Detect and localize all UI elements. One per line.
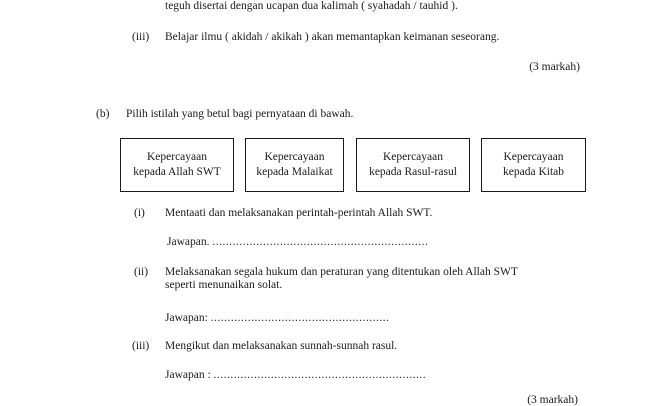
option-box-line1: Kepercayaan: [146, 151, 207, 163]
answer-dots: ................................................................: [212, 236, 429, 248]
option-box-malaikat: [245, 138, 344, 192]
option-box-line2: kepada Malaikat: [256, 166, 333, 178]
part-b-label: (b): [96, 108, 110, 120]
question-i-answer-line: [167, 236, 428, 248]
question-i-number: (i): [134, 207, 145, 219]
option-box-line2: kepada Rasul-rasul: [369, 166, 457, 178]
option-box-line1: Kepercayaan: [503, 151, 564, 163]
part-b-instruction: Pilih istilah yang betul bagi pernyataan di bawah.: [126, 108, 354, 120]
part-a-line-top: teguh disertai dengan ucapan dua kalimah ( syahadah / tauhid ).: [165, 0, 458, 12]
part-a-marks: (3 markah): [529, 61, 580, 73]
option-box-line1: Kepercayaan: [264, 151, 325, 163]
question-ii-text-line2: seperti menunaikan solat.: [165, 279, 283, 291]
answer-label: Jawapan.: [167, 236, 210, 248]
question-ii-number: (ii): [134, 266, 149, 278]
option-box-line2: kepada Allah SWT: [133, 166, 221, 178]
answer-label: Jawapan :: [165, 369, 211, 381]
part-a-item-iii-text: Belajar ilmu ( akidah / akikah ) akan memantapkan keimanan seseorang.: [165, 31, 500, 43]
part-b-marks: (3 markah): [527, 394, 578, 406]
option-box-line2: kepada Kitab: [503, 166, 564, 178]
answer-dots: .....................................................: [210, 312, 390, 324]
part-a-item-iii-number: (iii): [132, 31, 150, 43]
option-box-line1: Kepercayaan: [382, 151, 443, 163]
answer-label: Jawapan:: [165, 312, 208, 324]
option-box-kitab: [481, 138, 586, 192]
question-ii-answer-line: [165, 312, 390, 324]
question-iii-answer-line: [165, 369, 426, 381]
question-ii-text: Melaksanakan segala hukum dan peraturan yang ditentukan oleh Allah SWT: [165, 266, 518, 278]
option-box-rasul: [356, 138, 470, 192]
question-iii-number: (iii): [132, 340, 150, 352]
answer-dots: ...............................................................: [213, 369, 427, 381]
question-iii-text: Mengikut dan melaksanakan sunnah-sunnah rasul.: [165, 340, 398, 352]
question-i-text: Mentaati dan melaksanakan perintah-perintah Allah SWT.: [165, 207, 433, 219]
option-box-allah: [120, 138, 234, 192]
